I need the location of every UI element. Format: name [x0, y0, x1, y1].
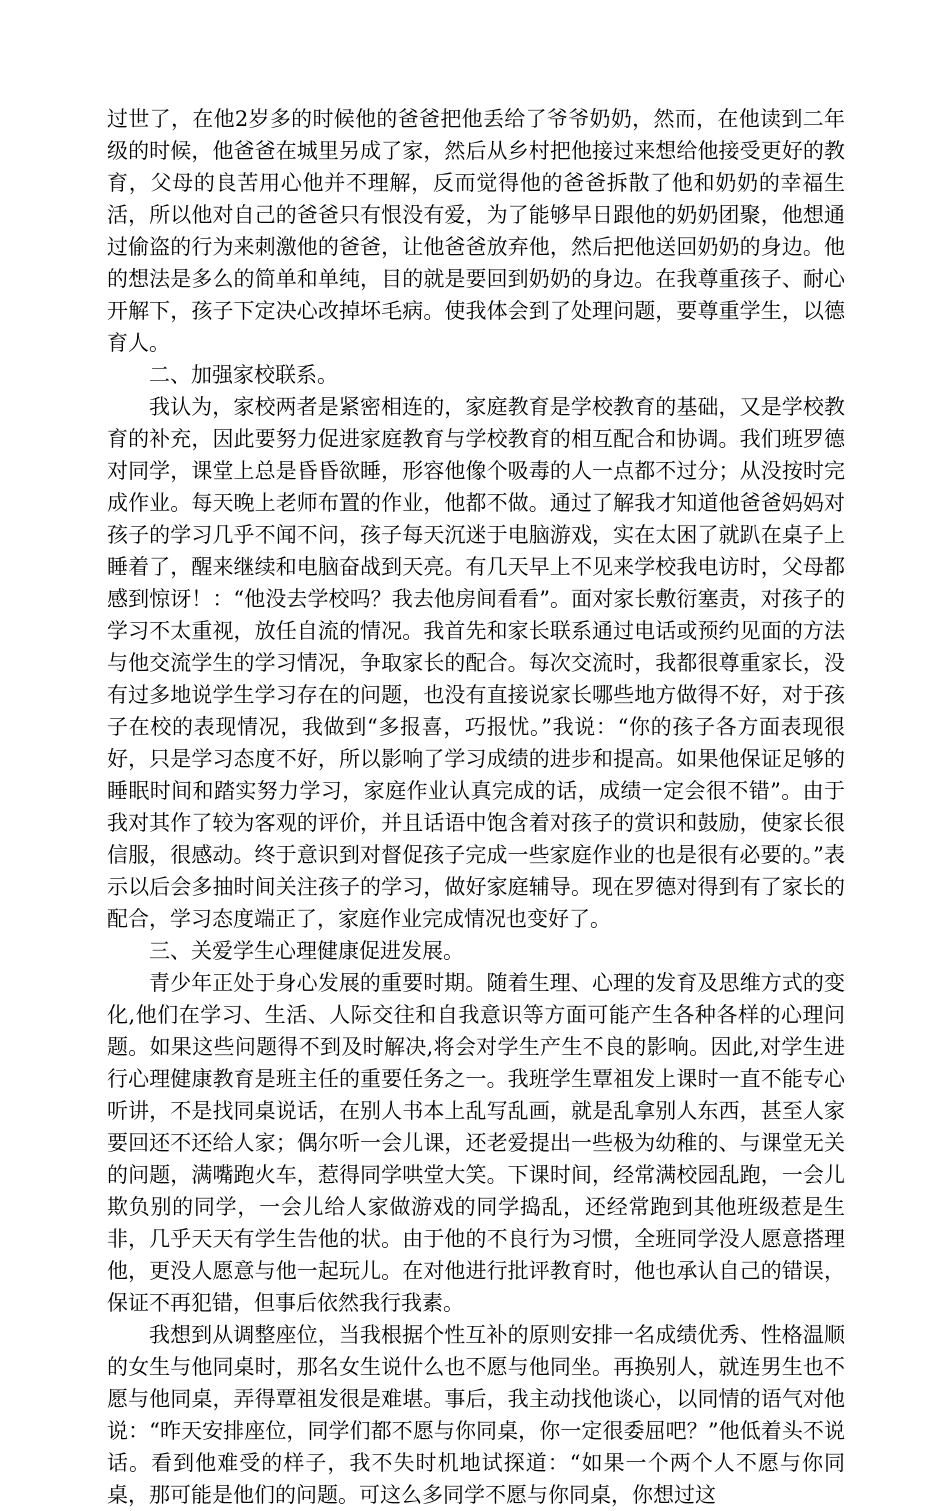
section-heading-mental-health: 三、关爱学生心理健康促进发展。 — [149, 939, 464, 963]
paragraph-mental-health: 青少年正处于身心发展的重要时期。随着生理、心理的发育及思维方式的变化,他们在学习、生活、人际交往和自我意识等方面可能产生各种各样的心理问题。如果这些问题得不到及时解决,将会对学生产生不良的影响。因此,对学生进行心理健康教育是班主任的重要任务之一。我班学生覃祖发上课时一直不能专心听讲，不是找同桌说话，在别人书本上乱写乱画，就是乱拿别人东西，甚至人家要回还不还给人家；偶尔听一会儿课，还老爱提出一些极为幼稚的、与课堂无关的问题，满嘴跑火车，惹得同学哄堂大笑。下课时间，经常满校园乱跑，一会儿欺负别的同学，一会儿给人家做游戏的同学捣乱，还经常跑到其他班级惹是生非，几乎天天有学生告他的状。由于他的不良行为习惯，全班同学没人愿意搭理他，更没人愿意与他一起玩儿。在对他进行批评教育时，他也承认自己的错误，保证不再犯错，但事后依然我行我素。 — [107, 971, 845, 1315]
paragraph-continued: 过世了，在他2岁多的时候他的爸爸把他丢给了爷爷奶奶，然而，在他读到二年级的时候，他爸爸在城里另成了家，然后从乡村把他接过来想给他接受更好的教育，父母的良苦用心他并不理解，反而觉得他的爸爸拆散了他和奶奶的幸福生活，所以他对自己的爸爸只有恨没有爱，为了能够早日跟他的奶奶团聚，他想通过偷盗的行为来刺激他的爸爸，让他爸爸放弃他，然后把他送回奶奶的身边。他的想法是多么的简单和单纯，目的就是要回到奶奶的身边。在我尊重孩子、耐心开解下，孩子下定决心改掉坏毛病。使我体会到了处理问题，要尊重学生，以德育人。 — [107, 107, 845, 355]
document-body — [107, 103, 845, 1511]
section-heading-home-school: 二、加强家校联系。 — [149, 363, 338, 387]
paragraph-home-school: 我认为，家校两者是紧密相连的，家庭教育是学校教育的基础，又是学校教育的补充，因此要努力促进家庭教育与学校教育的相互配合和协调。我们班罗德对同学，课堂上总是昏昏欲睡，形容他像个吸毒的人一点都不过分；从没按时完成作业。每天晚上老师布置的作业，他都不做。通过了解我才知道他爸爸妈妈对孩子的学习几乎不闻不问，孩子每天沉迷于电脑游戏，实在太困了就趴在桌子上睡着了，醒来继续和电脑奋战到天亮。有几天早上不见来学校我电访时，父母都感到惊讶！：“他没去学校吗？我去他房间看看”。面对家长敷衍塞责，对孩子的学习不太重视，放任自流的情况。我首先和家长联系通过电话或预约见面的方法与他交流学生的学习情况，争取家长的配合。每次交流时，我都很尊重家长，没有过多地说学生学习存在的问题，也没有直接说家长哪些地方做得不好，对于孩子在校的表现情况，我做到“多报喜，巧报忧。”我说：“你的孩子各方面表现很好，只是学习态度不好，所以影响了学习成绩的进步和提高。如果他保证足够的睡眠时间和踏实努力学习，家庭作业认真完成的话，成绩一定会很不错”。由于我对其作了较为客观的评价，并且话语中饱含着对孩子的赏识和鼓励，使家长很信服，很感动。终于意识到对督促孩子完成一些家庭作业的也是很有必要的。”表示以后会多抽时间关注孩子的学习，做好家庭辅导。现在罗德对得到有了家长的配合，学习态度端正了，家庭作业完成情况也变好了。 — [107, 395, 845, 931]
paragraph-seating: 我想到从调整座位，当我根据个性互补的原则安排一名成绩优秀、性格温顺的女生与他同桌时，那名女生说什么也不愿与他同坐。再换别人，就连男生也不愿与他同桌，弄得覃祖发很是难堪。事后，我主动找他谈心，以同情的语气对他说：“昨天安排座位，同学们都不愿与你同桌，你一定很委屈吧？”他低着头不说话。看到他难受的样子，我不失时机地试探道：“如果一个两个人不愿与你同桌，那可能是他们的问题。可这么多同学不愿与你同桌，你想过这 — [107, 1323, 845, 1507]
